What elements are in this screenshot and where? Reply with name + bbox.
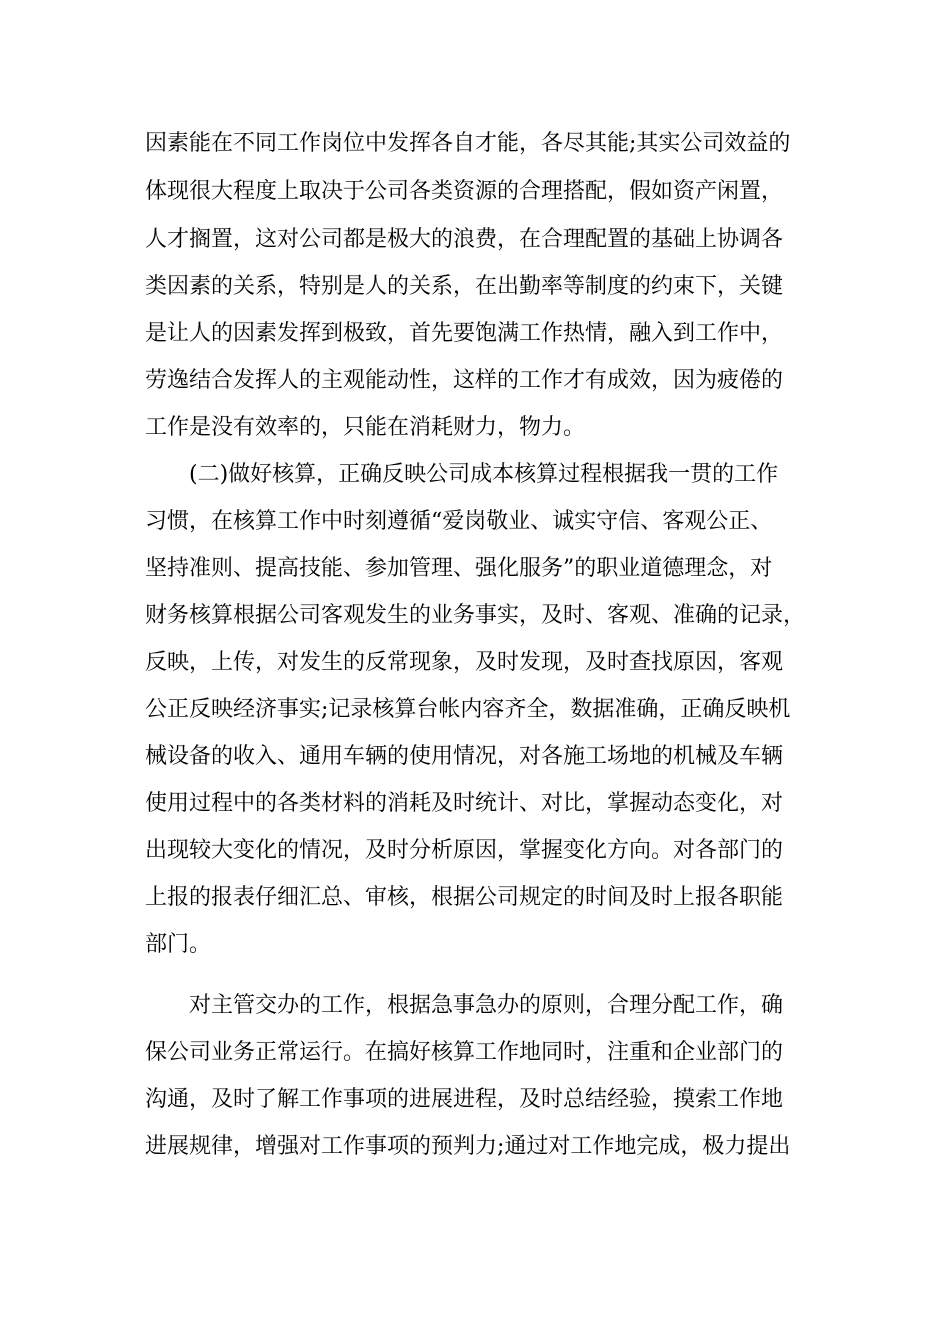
text-line-22: 进展规律，增强对工作事项的预判力;通过对工作地完成，极力提出 [145, 1134, 791, 1159]
text-line-3: 人才搁置，这对公司都是极大的浪费，在合理配置的基础上协调各 [145, 227, 784, 252]
text-line-13: 公正反映经济事实;记录核算台帐内容齐全，数据准确，正确反映机 [145, 697, 791, 722]
text-line-20: 保公司业务正常运行。在搞好核算工作地同时，注重和企业部门的 [145, 1040, 784, 1065]
text-line-1: 因素能在不同工作岗位中发挥各自才能，各尽其能;其实公司效益的 [145, 131, 791, 156]
text-line-6: 劳逸结合发挥人的主观能动性，这样的工作才有成效，因为疲倦的 [145, 368, 784, 393]
text-line-14: 械设备的收入、通用车辆的使用情况，对各施工场地的机械及车辆 [145, 744, 784, 769]
text-line-2: 体现很大程度上取决于公司各类资源的合理搭配，假如资产闲置， [145, 179, 784, 204]
text-line-12: 反映，上传，对发生的反常现象，及时发现，及时查找原因，客观 [145, 650, 784, 675]
text-line-4: 类因素的关系，特别是人的关系，在出勤率等制度的约束下，关键 [145, 274, 784, 299]
text-line-5: 是让人的因素发挥到极致，首先要饱满工作热情，融入到工作中， [145, 321, 784, 346]
text-line-10: 坚持准则、提高技能、参加管理、强化服务”的职业道德理念，对 [145, 556, 773, 581]
text-line-21: 沟通，及时了解工作事项的进展进程，及时总结经验，摸索工作地 [145, 1087, 784, 1112]
text-line-7: 工作是没有效率的，只能在消耗财力，物力。 [145, 415, 586, 440]
text-line-17: 上报的报表仔细汇总、审核，根据公司规定的时间及时上报各职能 [145, 885, 784, 910]
paragraph-2-line-1: (二)做好核算，正确反映公司成本核算过程根据我一贯的工作 [189, 462, 779, 487]
text-line-9: 习惯，在核算工作中时刻遵循“爱岗敬业、诚实守信、客观公正、 [145, 509, 773, 534]
text-line-16: 出现较大变化的情况，及时分析原因，掌握变化方向。对各部门的 [145, 838, 784, 863]
text-line-18: 部门。 [145, 932, 212, 957]
text-line-15: 使用过程中的各类材料的消耗及时统计、对比，掌握动态变化，对 [145, 791, 784, 816]
text-line-11: 财务核算根据公司客观发生的业务事实，及时、客观、准确的记录， [145, 603, 806, 628]
paragraph-3-line-1: 对主管交办的工作，根据急事急办的原则，合理分配工作，确 [189, 993, 784, 1018]
